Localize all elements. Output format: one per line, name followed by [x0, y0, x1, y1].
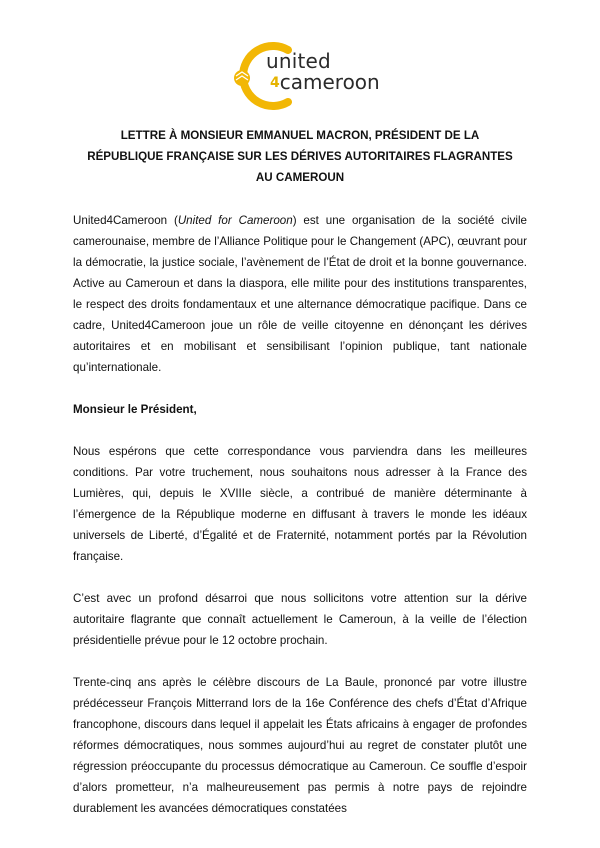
org-name: United4Cameroon: [73, 214, 168, 227]
org-name-english: United for Cameroon: [177, 214, 293, 227]
letter-title: [60, 125, 540, 188]
letter-body: [73, 210, 527, 819]
title-line-3: AU CAMEROUN: [255, 171, 345, 184]
body-paragraph-1: Nous espérons que cette correspondance vous parviendra dans les meilleures conditions. Par votre truchement, nous souhaitons nous adresser à la France des Lumières, qui, depuis le XVIIIe siècle, a contribué de manière déterminante à l’émergence de la République moderne en diffusant à travers le monde les idéaux universels de Liberté, d’Égalité et de Fraternité, notamment portés par la Révolution française.: [73, 445, 527, 563]
logo-wordmark: [266, 51, 380, 92]
salutation: Monsieur le Président,: [73, 403, 197, 416]
logo-line-cameroon: [270, 72, 380, 92]
logo-line-united: united: [266, 49, 331, 73]
body-paragraph-2: C’est avec un profond désarroi que nous sollicitons votre attention sur la dérive autoritaire flagrante que connaît actuellement le Cameroun, à la veille de l’élection présidentielle prévue pour le 12 octobre prochain.: [73, 592, 527, 647]
title-line-2: RÉPUBLIQUE FRANÇAISE SUR LES DÉRIVES AUTORITAIRES FLAGRANTES: [87, 150, 513, 163]
logo-cameroon-text: cameroon: [279, 70, 380, 94]
intro-paragraph: United4Cameroon (United for Cameroon) est une organisation de la société civile camerounaise, membre de l’Alliance Politique pour le Changement (APC), œuvrant pour la démocratie, la justice sociale, l’avènement de l’État de droit et la bonne gouvernance. Active au Cameroun et dans la diaspora, elle milite pour des institutions transparentes, le respect des droits fondamentaux et une alternance démocratique pacifique. Dans ce cadre, United4Cameroon joue un rôle de veille citoyenne en dénonçant les dérives autoritaires et en mobilisant et sensibilisant l’opinion publique, tant nationale qu’internationale.: [73, 214, 527, 374]
intro-text: est une organisation de la société civile camerounaise, membre de l’Alliance Politique pour le Changement (APC), œuvrant pour la démocratie, la justice sociale, l’avènement de l’État de droit et la bonne gouvernance. Active au Cameroun et dans la diaspora, elle milite pour des institutions transparentes, le respect des droits fondamentaux et une alternance démocratique pacifique. Dans ce cadre, United4Cameroon joue un rôle de veille citoyenne en dénonçant les dérives autoritaires et en mobilisant et sensibilisant l’opinion publique, tant nationale qu’internationale.: [73, 214, 527, 374]
logo-four: 4: [270, 75, 280, 91]
title-line-1: LETTRE À MONSIEUR EMMANUEL MACRON, PRÉSIDENT DE LA: [120, 129, 480, 142]
united4cameroon-logo: [226, 40, 386, 112]
body-paragraph-3: Trente-cinq ans après le célèbre discours de La Baule, prononcé par votre illustre prédécesseur François Mitterrand lors de la 16e Conférence des chefs d’État d’Afrique francophone, discours dans lequel il appelait les États africains à engager de profondes réformes démocratiques, nous sommes aujourd’hui au regret de constater plutôt une régression préoccupante du processus démocratique au Cameroun. Ce souffle d’espoir d’alors prometteur, n’a malheureusement pas permis à notre pays de rejoindre durablement les avancées démocratiques constatées: [73, 676, 527, 815]
